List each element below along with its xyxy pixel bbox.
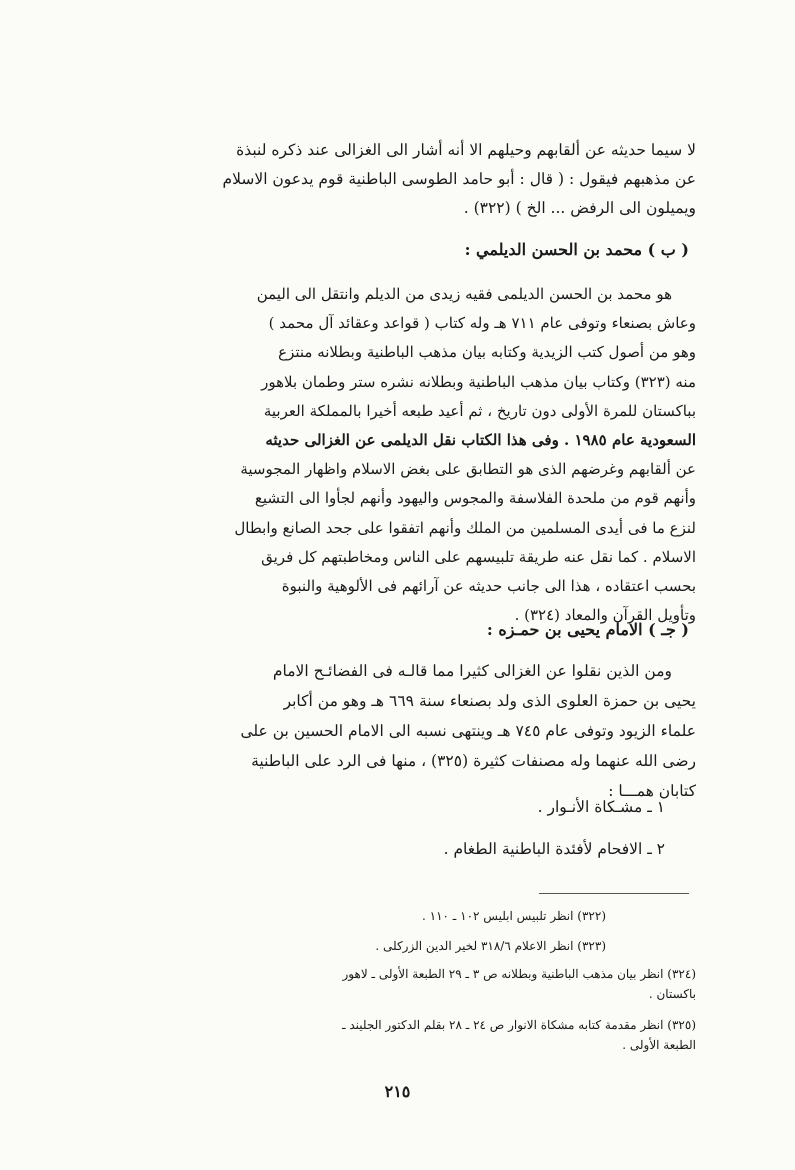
footnote-325: [106, 1015, 696, 1055]
section-heading-c: ( جـ ) الامام يحيى بن حمـزه :: [486, 620, 689, 639]
footnote-322: [106, 906, 696, 926]
section-heading-b: ( ب ) محمد بن الحسن الديلمي :: [464, 240, 689, 259]
text-line: بباكستان للمرة الأولى دون تاريخ ، ثم أعيد طبعه أخيرا بالمملكة العربية: [263, 401, 696, 420]
paragraph-yahya-bin-hamza: [106, 656, 696, 806]
text-line: هو محمد بن الحسن الديلمى فقيه زيدى من الديلم وانتقل الى اليمن: [256, 285, 672, 303]
footnote-text: (٣٢٢) انظر تلبيس ابليس ١٠٢ ـ ١١٠ .: [421, 909, 606, 923]
footnote-divider: [539, 893, 689, 894]
text-line: السعودية عام ١٩٨٥ . وفى هذا الكتاب نقل الديلمى عن الغزالى حديثه: [265, 430, 696, 449]
text-line: يحيى بن حمزة العلوى الذى ولد بصنعاء سنة ٦٦٩ هـ وهو من أكابر: [283, 692, 696, 710]
text-line: بحسب اعتقاده ، هذا الى جانب حديثه عن آرائهم فى الألوهية والنبوة: [281, 576, 696, 595]
text-line: عن ألقابهم وغرضهم الذى هو التطابق على بغض الاسلام واظهار المجوسية: [240, 460, 696, 479]
text-line: ويميلون الى الرفض ... الخ ) (٣٢٢) .: [463, 199, 696, 217]
text-line: ومن الذين نقلوا عن الغزالى كثيرا مما قالـه فى الفضائـح الامام: [272, 662, 672, 680]
page-number: ٢١٥: [384, 1082, 411, 1101]
text-line: وعاش بصنعاء وتوفى عام ٧١١ هـ وله كتاب ( قواعد وعقائد آل محمد ): [268, 314, 696, 333]
text-line: رضى الله عنهما وله مصنفات كثيرة (٣٢٥) ، منها فى الرد على الباطنية: [251, 752, 696, 770]
text-line: وتأويل القرآن والمعاد (٣٢٤) .: [514, 606, 696, 625]
text-line: منه (٣٢٣) وكتاب بيان مذهب الباطنية وبطلانه نشره ستر وطمان بلاهور: [261, 372, 696, 391]
footnote-text: (٣٢٥) انظر مقدمة كتابه مشكاة الانوار ص ٢٤ ـ ٢٨ بقلم الدكتور الجليند ـ: [342, 1018, 696, 1032]
footnote-text: (٣٢٣) انظر الاعلام ٣١٨/٦ لخير الدين الزركلى .: [375, 939, 606, 953]
paragraph-daylami: [106, 280, 696, 630]
text-line: عن مذهبهم فيقول : ( قال : أبو حامد الطوسى الباطنية قوم يدعون الاسلام: [222, 170, 696, 188]
footnote-text: (٣٢٤) انظر بيان مذهب الباطنية وبطلانه ص ٣ ـ ٢٩ الطبعة الأولى ـ لاهور: [342, 967, 696, 981]
text-line: كتابان همـــا :: [608, 782, 696, 800]
footnote-323: [106, 936, 696, 956]
text-line: وهو من أصول كتب الزيدية وكتابه بيان مذهب الباطنية وبطلانه منتزع: [278, 343, 696, 362]
paragraph-ghazali-intro: [106, 136, 696, 223]
text-line: لا سيما حديثه عن ألقابهم وحيلهم الا أنه أشار الى الغزالى عند ذكره لنبذة: [236, 141, 696, 159]
footnote-text: الطبعة الأولى .: [622, 1038, 696, 1052]
text-line: علماء الزيود وتوفى عام ٧٤٥ هـ وينتهى نسبه الى الامام الحسين بن على: [240, 722, 696, 740]
text-line: الاسلام . كما نقل عنه طريقة تلبيسهم على الناس ومخاطبتهم كل فريق: [261, 547, 696, 566]
list-item-mishkat: ١ ـ مشـكاة الأنـوار .: [537, 798, 665, 816]
footnote-text: باكستان .: [648, 987, 696, 1001]
list-item-ifham: ٢ ـ الافحام لأفئدة الباطنية الطغام .: [443, 840, 665, 858]
footnote-324: [106, 964, 696, 1004]
text-line: لنزع ما فى أيدى المسلمين من الملك وأنهم اتفقوا على جحد الصانع وابطال: [234, 518, 696, 537]
text-line: وأنهم قوم من ملحدة الفلاسفة والمجوس واليهود وأنهم لجأوا الى التشيع: [254, 489, 696, 508]
